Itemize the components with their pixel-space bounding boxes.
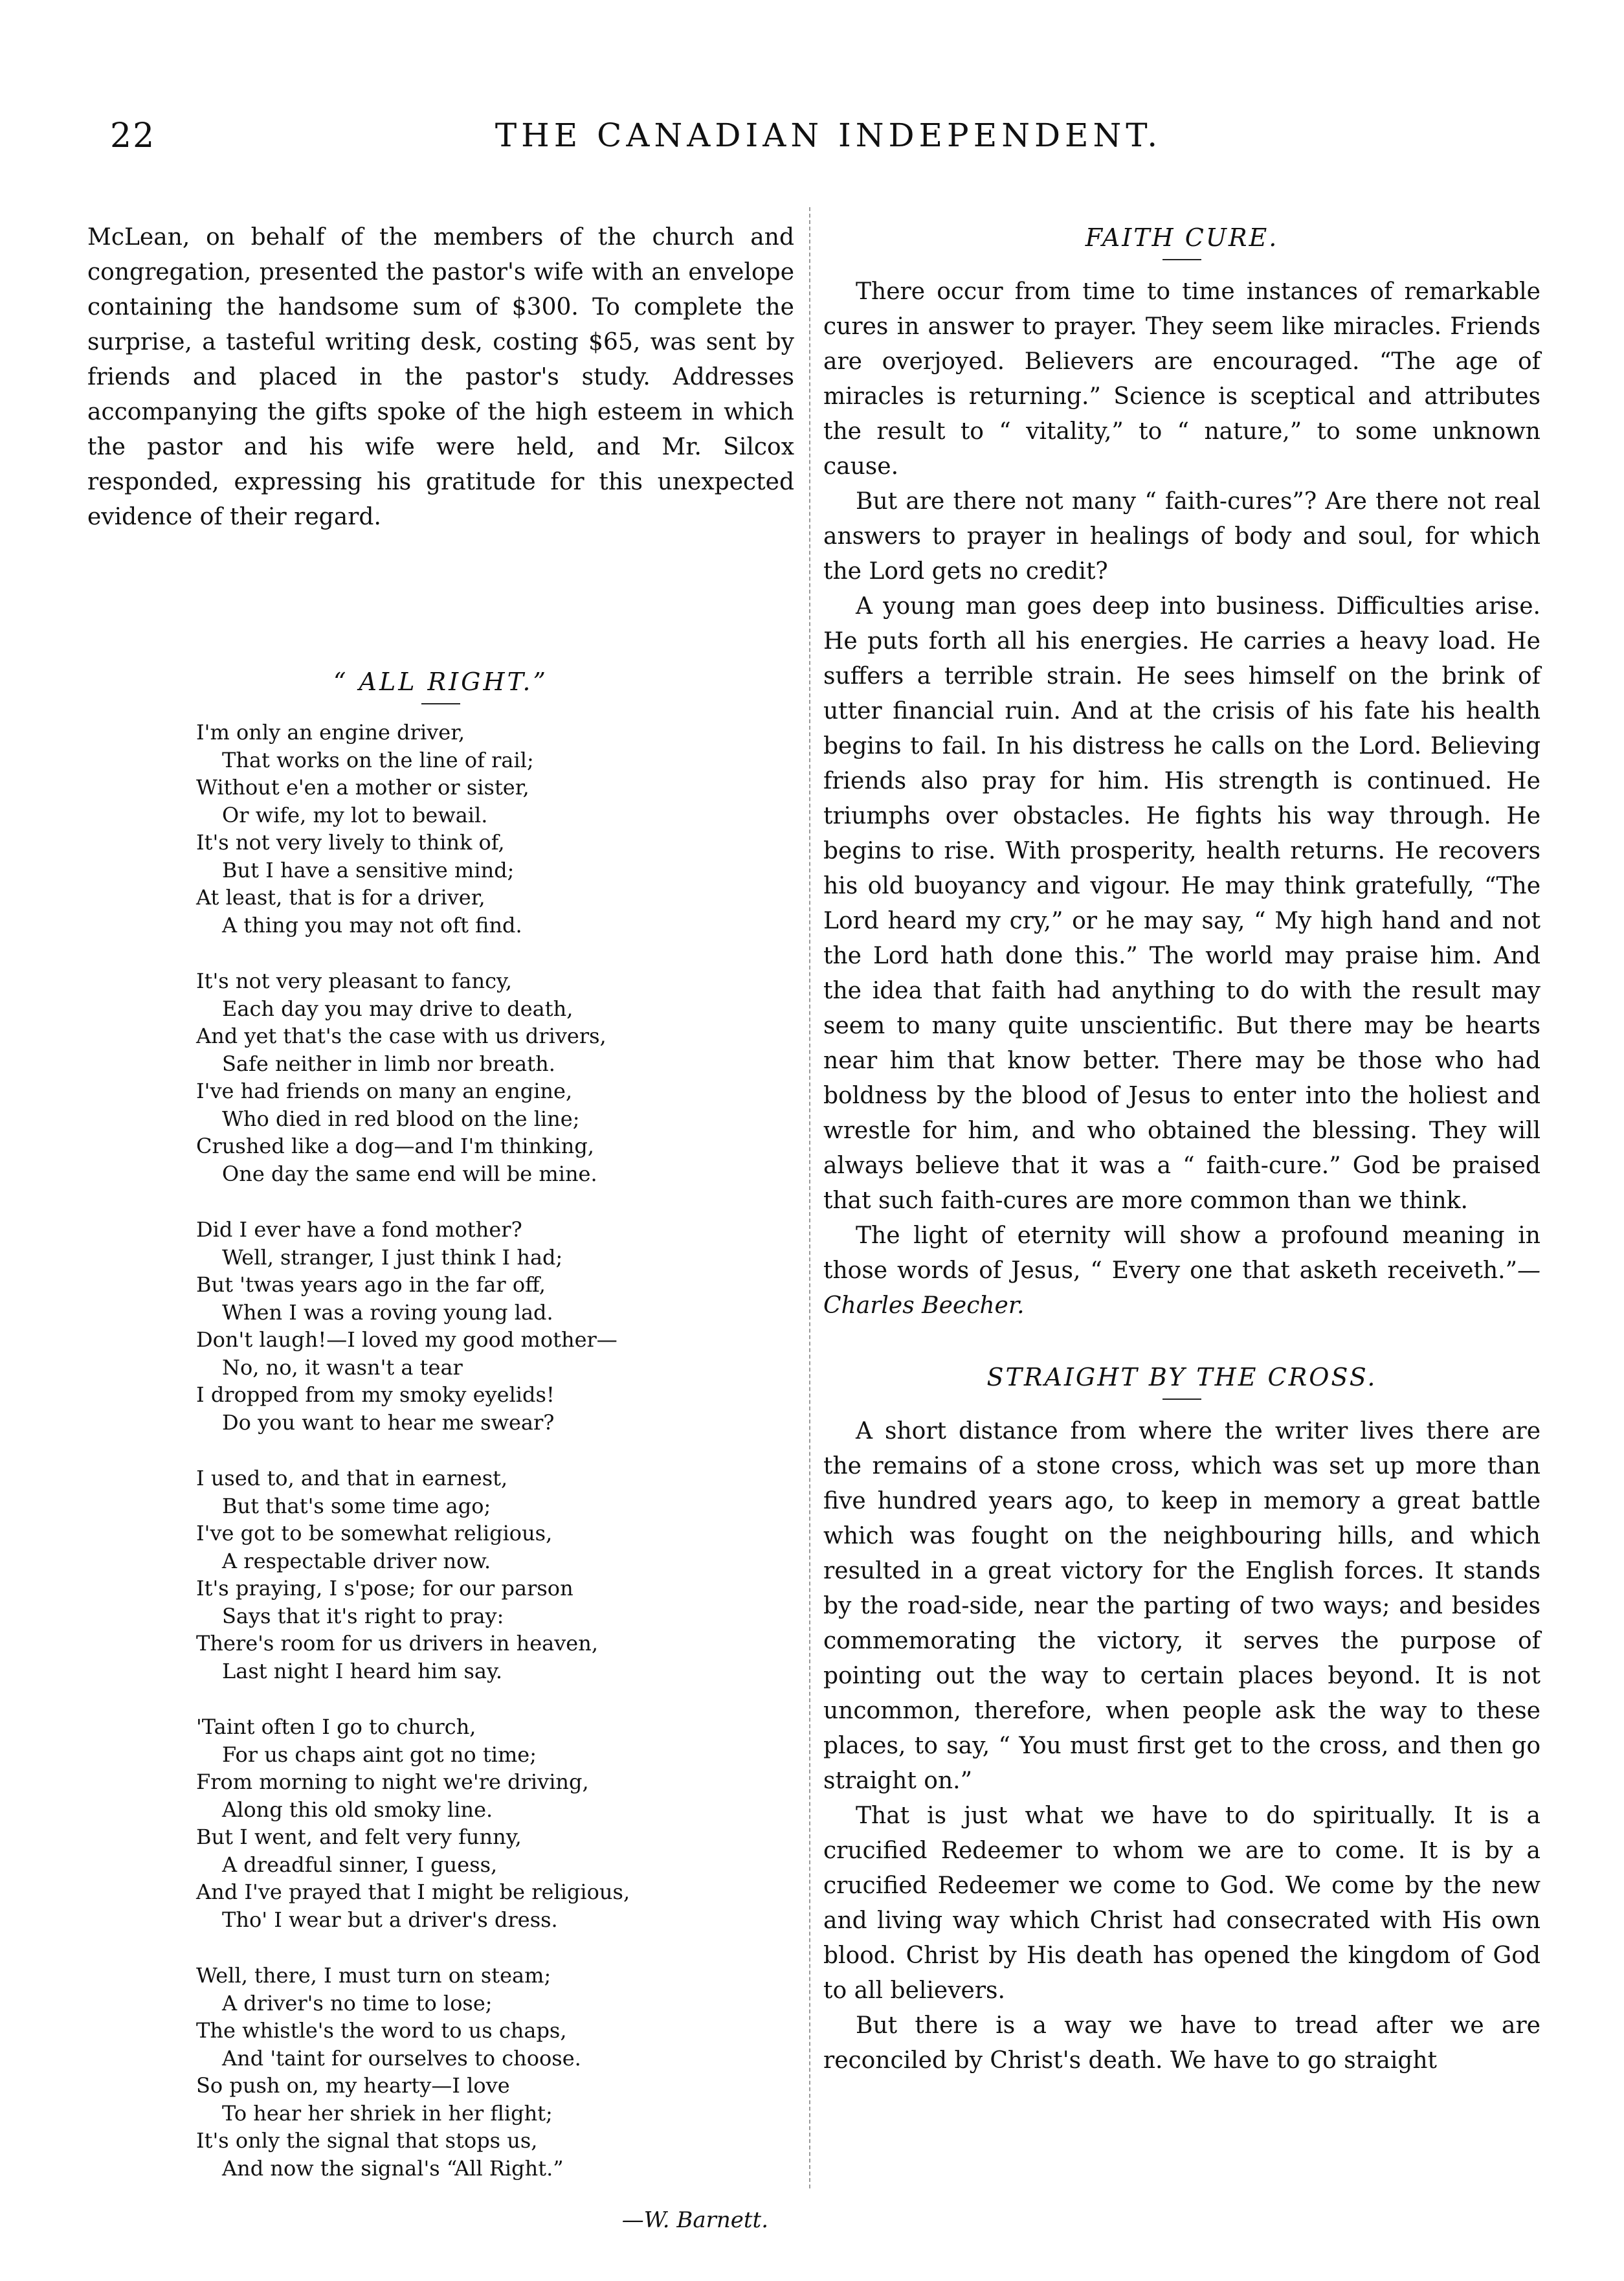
article-paragraph: There occur from time to time instances of remarkable cures in answer to prayer. They seem like miracles. Friends are overjoyed. Believers are encouraged. “The age of miracles is returning.” Science is sceptical and attributes the result to “ vitality,” to “ nature,” to some unknown cause.: [823, 278, 1541, 480]
poem-line: At least, that is for a driver,: [196, 885, 485, 910]
faith-cure-title: FAITH CURE.: [1085, 223, 1279, 252]
article-paragraph: A short distance from where the writer lives there are the remains of a stone cross, which was set up more than five hundred years ago, to keep in memory a great battle which was fought on the neighbouring hills, and which resulted in a great victory for the English forces. It stands by the road-side, near the parting of two ways; and besides commemorating the victory, it serves the purpose of pointing out the way to certain places beyond. It is not uncommon, therefore, when people ask the way to these places, to say, “ You must first get to the cross, and then go straight on.”: [823, 1418, 1541, 1794]
poem-line: And I've prayed that I might be religious,: [196, 1880, 630, 1904]
poem-line: Well, there, I must turn on steam;: [196, 1963, 551, 1988]
poem-line: I've got to be somewhat religious,: [196, 1521, 553, 1545]
poem-line: I've had friends on many an engine,: [196, 1079, 573, 1103]
poem-line: A respectable driver now.: [222, 1548, 491, 1573]
poem-line: From morning to night we're driving,: [196, 1770, 589, 1794]
poem-line: One day the same end will be mine.: [222, 1161, 597, 1186]
poem-line: Last night I heard him say.: [222, 1658, 502, 1683]
title-rule: [421, 703, 460, 704]
poem-line: There's room for us drivers in heaven,: [196, 1631, 598, 1656]
poem-stanza: [196, 1962, 794, 2182]
poem-line: That works on the line of rail;: [222, 747, 534, 772]
poem-stanza: [196, 1465, 794, 1685]
poem-line: It's praying, I s'pose; for our parson: [196, 1576, 573, 1601]
article-paragraph-text: The light of eternity will show a profound meaning in those words of Jesus, “ Every one that asketh receiveth.”: [823, 1222, 1541, 1284]
title-rule: [1162, 259, 1201, 260]
poem-line: Says that it's right to pray:: [222, 1603, 504, 1628]
poem-line: It's only the signal that stops us,: [196, 2128, 538, 2153]
poem-line: When I was a roving young lad.: [222, 1299, 553, 1325]
poem-title: “ ALL RIGHT.”: [333, 668, 548, 696]
poem-line: Safe neither in limb nor breath.: [222, 1051, 555, 1076]
article-paragraph: [823, 1219, 1541, 1323]
page-number: 22: [110, 117, 156, 155]
poem-line: But that's some time ago;: [222, 1493, 491, 1518]
poem-line: A driver's no time to lose;: [222, 1990, 493, 2016]
poem-line: It's not very lively to think of,: [196, 830, 505, 855]
poem-line: Tho' I wear but a driver's dress.: [222, 1907, 558, 1932]
article-attribution: —Charles Beecher.: [823, 1257, 1541, 1319]
article-paragraph: That is just what we have to do spiritually. It is a crucified Redeemer to whom we are to come. It is by a crucified Redeemer we come to God. We come by the new and living way which Christ had consecrated with His own blood. Christ by His death has opened the kingdom of God to all believers.: [823, 1803, 1541, 2004]
poem-author: —W. Barnett.: [621, 2207, 768, 2233]
poem-stanza: [196, 719, 794, 939]
poem-line: And now the signal's “All Right.”: [222, 2155, 564, 2181]
poem-line: A dreadful sinner, I guess,: [222, 1852, 498, 1877]
poem-line: But I have a sensitive mind;: [222, 857, 515, 882]
poem-stanza: [196, 1216, 794, 1436]
poem-line: I'm only an engine driver,: [196, 720, 465, 745]
poem-line: Don't laugh!—I loved my good mother—: [196, 1327, 617, 1352]
poem-line: Each day you may drive to death,: [222, 996, 573, 1021]
poem-line: Did I ever have a fond mother?: [196, 1217, 522, 1242]
right-column: [823, 220, 1541, 2078]
poem-line: It's not very pleasant to fancy,: [196, 969, 512, 993]
poem-line: No, no, it wasn't a tear: [222, 1354, 463, 1380]
page-header: [110, 117, 1547, 168]
poem-line: Without e'en a mother or sister,: [196, 775, 529, 800]
poem-line: Well, stranger, I just think I had;: [222, 1244, 563, 1270]
poem-line: Or wife, my lot to bewail.: [222, 802, 488, 827]
poem-line: Along this old smoky line.: [222, 1797, 493, 1822]
poem-line: But I went, and felt very funny,: [196, 1825, 522, 1849]
column-divider: [809, 207, 810, 2188]
article-paragraph: A young man goes deep into business. Difficulties arise. He puts forth all his energies. He carries a heavy load. He suffers a terrible strain. He sees himself on the brink of utter financial ruin. And at the crisis of his fate his health begins to fail. In his distress he calls on the Lord. Believing friends also pray for him. His strength is continued. He triumphs over obstacles. He fights his way through. He begins to rise. With prosperity, health returns. He recovers his old buoyancy and vigour. He may think gratefully, “The Lord heard my cry,” or he may say, “ My high hand and not the Lord hath done this.” The world may praise him. And the idea that faith had anything to do with the result may seem to many quite unscientific. But there may be hearts near him that know better. There may be those who had boldness by the blood of Jesus to enter into the holiest and wrestle for him, and who obtained the blessing. They will always believe that it was a “ faith-cure.” God be praised that such faith-cures are more common than we think.: [823, 593, 1541, 1214]
poem-line: Do you want to hear me swear?: [222, 1410, 555, 1435]
poem-line: I dropped from my smoky eyelids!: [196, 1382, 555, 1407]
straight-by-the-cross-title: STRAIGHT BY THE CROSS.: [986, 1363, 1377, 1391]
poem-line: To hear her shriek in her flight;: [222, 2100, 553, 2126]
poem-line: 'Taint often I go to church,: [196, 1714, 476, 1739]
poem-stanza: [196, 1713, 794, 1933]
poem-line: For us chaps aint got no time;: [222, 1742, 537, 1767]
poem-stanza: [196, 967, 794, 1187]
intro-paragraph: McLean, on behalf of the members of the church and congregation, presented the pastor's wife with an envelope containing the handsome sum of $300. To complete the surprise, a tasteful writing desk, costing $65, was sent by friends and placed in the pastor's study. Addresses accompanying the gifts spoke of the high esteem in which the pastor and his wife were held, and Mr. Silcox responded, expressing his gratitude for this unexpected evidence of their regard.: [87, 224, 794, 530]
poem: [196, 719, 794, 2182]
poem-line: Crushed like a dog—and I'm thinking,: [196, 1134, 594, 1158]
journal-title: THE CANADIAN INDEPENDENT.: [495, 117, 1162, 154]
title-rule: [1162, 1399, 1201, 1400]
poem-line: And 'taint for ourselves to choose.: [222, 2045, 581, 2071]
poem-line: So push on, my hearty—I love: [196, 2073, 510, 2098]
left-column: [87, 220, 794, 2236]
poem-line: I used to, and that in earnest,: [196, 1466, 508, 1490]
poem-line: The whistle's the word to us chaps,: [196, 2018, 567, 2043]
poem-line: Who died in red blood on the line;: [222, 1106, 580, 1131]
article-paragraph: But are there not many “ faith-cures”? Are there not real answers to prayer in healings of body and soul, for which the Lord gets no credit?: [823, 488, 1541, 585]
poem-line: A thing you may not oft find.: [222, 912, 522, 938]
poem-line: But 'twas years ago in the far off,: [196, 1272, 546, 1297]
article-paragraph: But there is a way we have to tread after we are reconciled by Christ's death. We have to go straight: [823, 2012, 1541, 2074]
poem-line: And yet that's the case with us drivers,: [196, 1024, 606, 1048]
